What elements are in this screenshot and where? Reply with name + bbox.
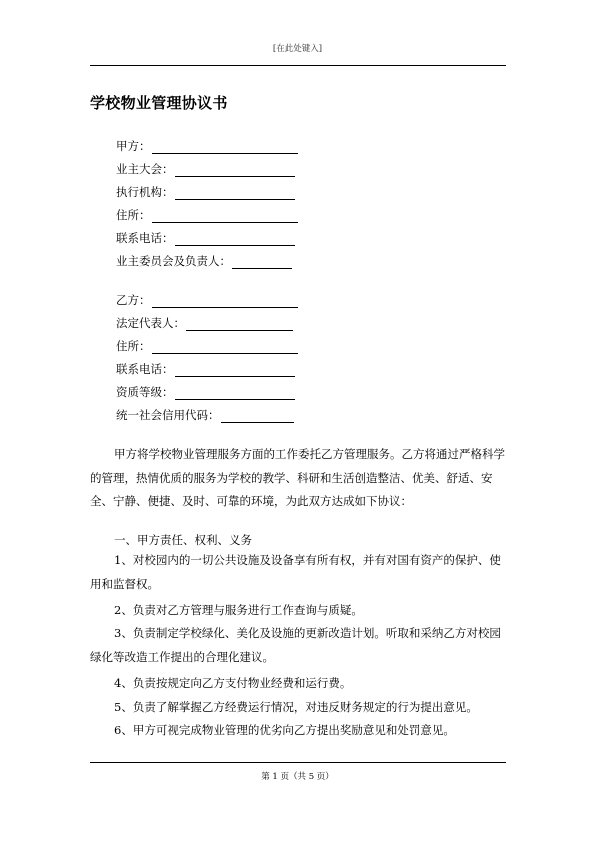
field-label: 业主委员会及负责人： xyxy=(116,254,231,268)
party-a-field xyxy=(116,138,298,154)
field-label: 联系电话： xyxy=(116,362,174,376)
field-label: 资质等级： xyxy=(116,385,174,399)
field-label: 统一社会信用代码： xyxy=(116,408,220,422)
field-label: 法定代表人： xyxy=(116,316,185,330)
fill-in-blank[interactable] xyxy=(175,387,295,400)
footer-divider xyxy=(90,762,506,763)
document-title: 学校物业管理协议书 xyxy=(90,94,228,112)
clause-item: 5、负责了解掌握乙方经费运行情况，对违反财务规定的行为提出意见。 xyxy=(114,700,478,714)
fill-in-blank[interactable] xyxy=(152,341,298,354)
fill-in-blank[interactable] xyxy=(186,318,293,331)
legal-representative-field xyxy=(116,315,293,331)
party-b-phone-field xyxy=(116,361,295,377)
credit-code-field xyxy=(116,407,294,423)
clause-item: 2、负责对乙方管理与服务进行工作查询与质疑。 xyxy=(114,603,363,617)
fill-in-blank[interactable] xyxy=(175,187,295,200)
clause-item: 6、甲方可视完成物业管理的优劣向乙方提出奖励意见和处罚意见。 xyxy=(114,723,455,737)
fill-in-blank[interactable] xyxy=(152,210,298,223)
party-b-address-field xyxy=(116,338,298,354)
owners-committee-field xyxy=(116,253,292,269)
fill-in-blank[interactable] xyxy=(175,164,295,177)
field-label: 乙方： xyxy=(116,293,151,307)
qualification-grade-field xyxy=(116,384,295,400)
fill-in-blank[interactable] xyxy=(175,364,295,377)
field-label: 业主大会： xyxy=(116,162,174,176)
fill-in-blank[interactable] xyxy=(221,410,294,423)
party-a-phone-field xyxy=(116,230,295,246)
page-number: 第 1 页（共 5 页） xyxy=(261,772,334,782)
intro-paragraph: 甲方将学校物业管理服务方面的工作委托乙方管理服务。乙方将通过严格科学的管理，热情优质的服务为学校的教学、科研和生活创造整洁、优美、舒适、安全、宁静、便捷、及时、可靠的环境，为此双方达成如下协议： xyxy=(90,447,505,508)
field-label: 联系电话： xyxy=(116,231,174,245)
clause-item: 3、负责制定学校绿化、美化及设施的更新改造计划。听取和采纳乙方对校园绿化等改造工作提出的合理化建议。 xyxy=(90,626,501,664)
fill-in-blank[interactable] xyxy=(152,295,298,308)
clause-item: 1、对校园内的一切公共设施及设备享有所有权，并有对国有资产的保护、使用和监督权。 xyxy=(90,553,501,591)
fill-in-blank[interactable] xyxy=(232,256,292,269)
field-label: 甲方： xyxy=(116,139,151,153)
field-label: 住所： xyxy=(116,339,151,353)
owners-assembly-field xyxy=(116,161,295,177)
field-label: 执行机构： xyxy=(116,185,174,199)
fill-in-blank[interactable] xyxy=(152,141,298,154)
page-header: [在此处键入] xyxy=(272,44,323,54)
header-divider xyxy=(90,65,506,66)
section-heading: 一、甲方责任、权利、义务 xyxy=(114,533,252,547)
fill-in-blank[interactable] xyxy=(175,233,295,246)
party-b-field xyxy=(116,292,298,308)
field-label: 住所： xyxy=(116,208,151,222)
executive-body-field xyxy=(116,184,295,200)
clause-item: 4、负责按规定向乙方支付物业经费和运行费。 xyxy=(114,676,352,690)
party-a-address-field xyxy=(116,207,298,223)
